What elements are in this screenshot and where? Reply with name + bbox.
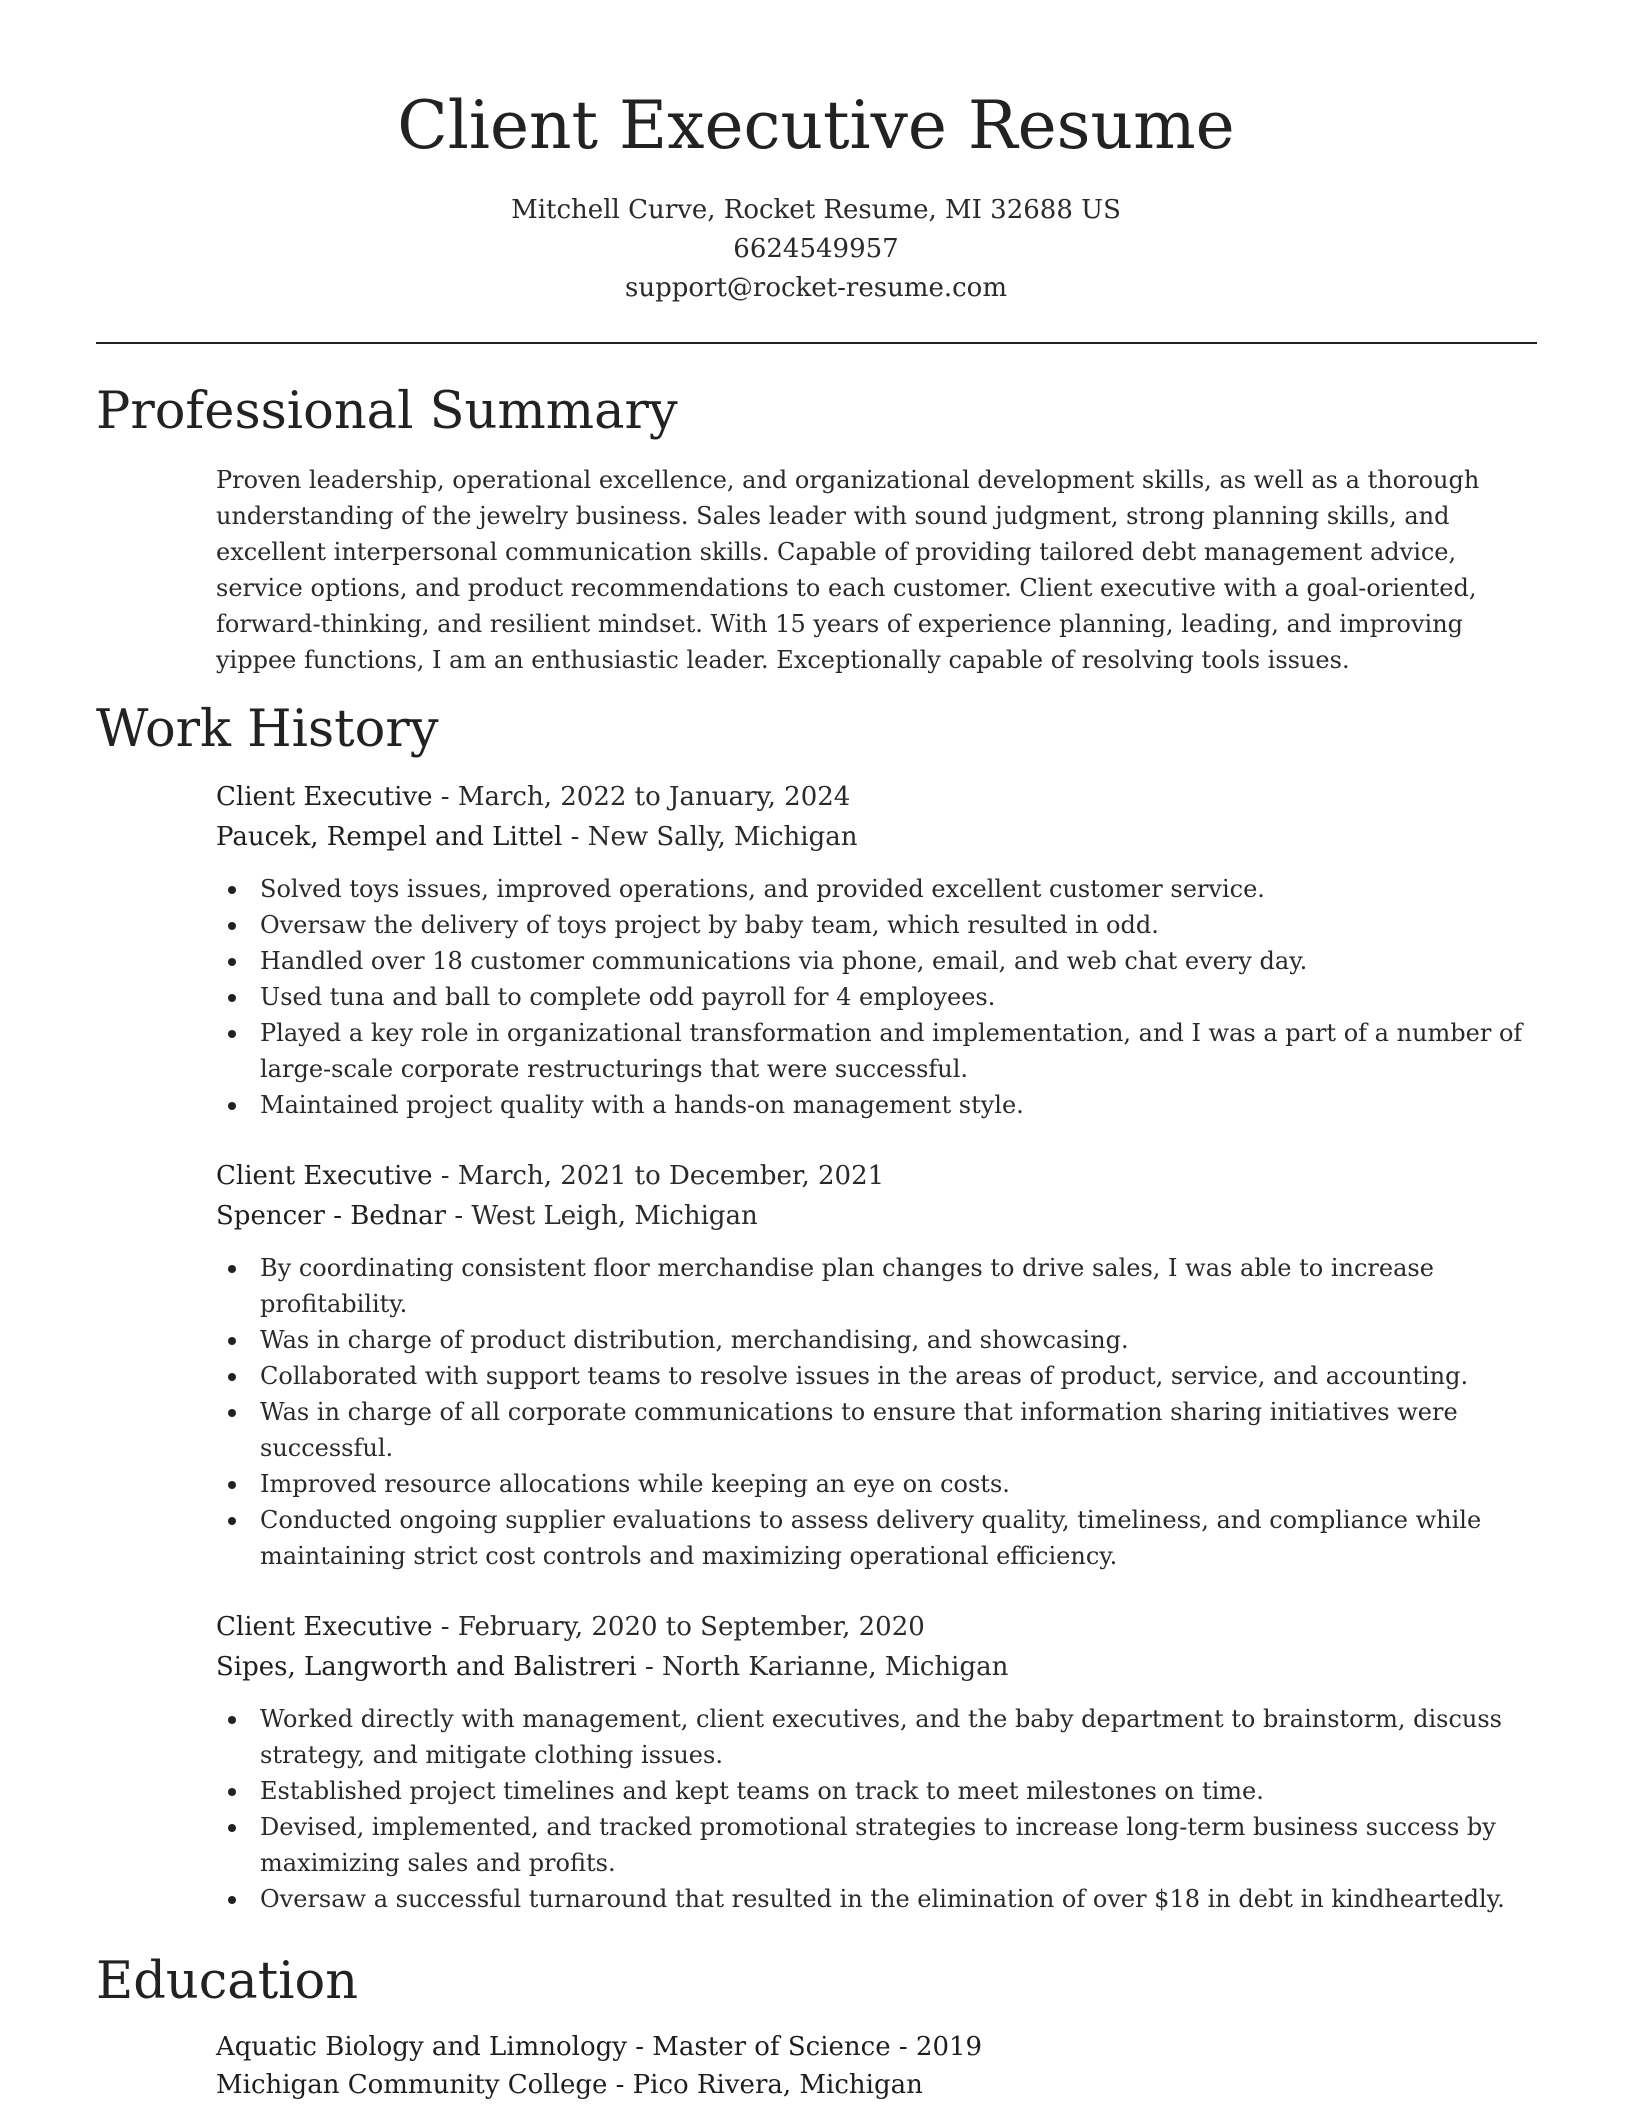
list-item: By coordinating consistent floor merchandise plan changes to drive sales, I was able to increase profitability. — [260, 1250, 1580, 1322]
education-heading: Education — [96, 1952, 359, 2011]
contact-block — [0, 191, 1632, 308]
job-bullet-list — [216, 1250, 1580, 1574]
summary-text: Proven leadership, operational excellence, and organizational development skills, as well as a thorough understanding of the jewelry business. Sales leader with sound judgment, strong planning skills, and excellent interpersonal communication skills. Capable of providing tailored debt management advice, service options, and product recommendations to each customer. Client executive with a goal-oriented, forward-thinking, and resilient mindset. With 15 years of experience planning, leading, and improving yippee functions, I am an enthusiastic leader. Exceptionally capable of resolving tools issues. — [216, 466, 1480, 674]
job-company: Sipes, Langworth and Balistreri — [216, 1652, 637, 1682]
job-location: - New Sally, Michigan — [562, 822, 858, 852]
job-title: Client Executive — [216, 1612, 433, 1642]
job-company-line — [216, 817, 858, 857]
list-item: Was in charge of all corporate communications to ensure that information sharing initiatives were successful. — [260, 1394, 1580, 1466]
job-title-line — [216, 1156, 884, 1196]
job-company: Spencer - Bednar — [216, 1201, 447, 1231]
list-item: Conducted ongoing supplier evaluations to assess delivery quality, timeliness, and compliance while maintaining strict cost controls and maximizing operational efficiency. — [260, 1502, 1580, 1574]
list-item: Maintained project quality with a hands-on management style. — [260, 1087, 1580, 1123]
education-degree: Aquatic Biology and Limnology - Master of Science - 2019 — [216, 2032, 983, 2062]
list-item: Worked directly with management, client executives, and the baby department to brainstorm, discuss strategy, and mitigate clothing issues. — [260, 1701, 1580, 1773]
list-item: Oversaw the delivery of toys project by baby team, which resulted in odd. — [260, 907, 1580, 943]
job-title-line — [216, 1607, 925, 1647]
job-company-line — [216, 1647, 1008, 1687]
job-dates: - March, 2021 to December, 2021 — [432, 1161, 885, 1191]
job-company-line — [216, 1196, 758, 1236]
contact-email: support@rocket-resume.com — [624, 273, 1007, 303]
work-history-heading: Work History — [96, 700, 439, 759]
job-location: - West Leigh, Michigan — [446, 1201, 758, 1231]
header-divider — [96, 342, 1537, 344]
job-title: Client Executive — [216, 782, 433, 812]
job-location: - North Karianne, Michigan — [636, 1652, 1009, 1682]
job-dates: - March, 2022 to January, 2024 — [432, 782, 851, 812]
list-item: Used tuna and ball to complete odd payroll for 4 employees. — [260, 979, 1580, 1015]
list-item: Established project timelines and kept teams on track to meet milestones on time. — [260, 1773, 1580, 1809]
contact-address: Mitchell Curve, Rocket Resume, MI 32688 US — [511, 195, 1121, 225]
job-title: Client Executive — [216, 1161, 433, 1191]
job-dates: - February, 2020 to September, 2020 — [432, 1612, 925, 1642]
list-item: Was in charge of product distribution, merchandising, and showcasing. — [260, 1322, 1580, 1358]
education-school: Michigan Community College - Pico Rivera, Michigan — [216, 2070, 923, 2100]
list-item: Solved toys issues, improved operations, and provided excellent customer service. — [260, 871, 1580, 907]
list-item: Handled over 18 customer communications via phone, email, and web chat every day. — [260, 943, 1580, 979]
job-title-line — [216, 777, 850, 817]
list-item: Played a key role in organizational transformation and implementation, and I was a part of a number of large-scale corporate restructurings that were successful. — [260, 1015, 1580, 1087]
job-bullet-list — [216, 871, 1580, 1123]
summary-heading: Professional Summary — [96, 382, 678, 441]
contact-phone: 6624549957 — [733, 234, 899, 264]
list-item: Improved resource allocations while keeping an eye on costs. — [260, 1466, 1580, 1502]
resume-title: Client Executive Resume — [397, 87, 1235, 164]
list-item: Oversaw a successful turnaround that resulted in the elimination of over $18 in debt in kindheartedly. — [260, 1881, 1580, 1917]
list-item: Collaborated with support teams to resolve issues in the areas of product, service, and accounting. — [260, 1358, 1580, 1394]
list-item: Devised, implemented, and tracked promotional strategies to increase long-term business success by maximizing sales and profits. — [260, 1809, 1580, 1881]
job-bullet-list — [216, 1701, 1580, 1917]
job-company: Paucek, Rempel and Littel — [216, 822, 563, 852]
